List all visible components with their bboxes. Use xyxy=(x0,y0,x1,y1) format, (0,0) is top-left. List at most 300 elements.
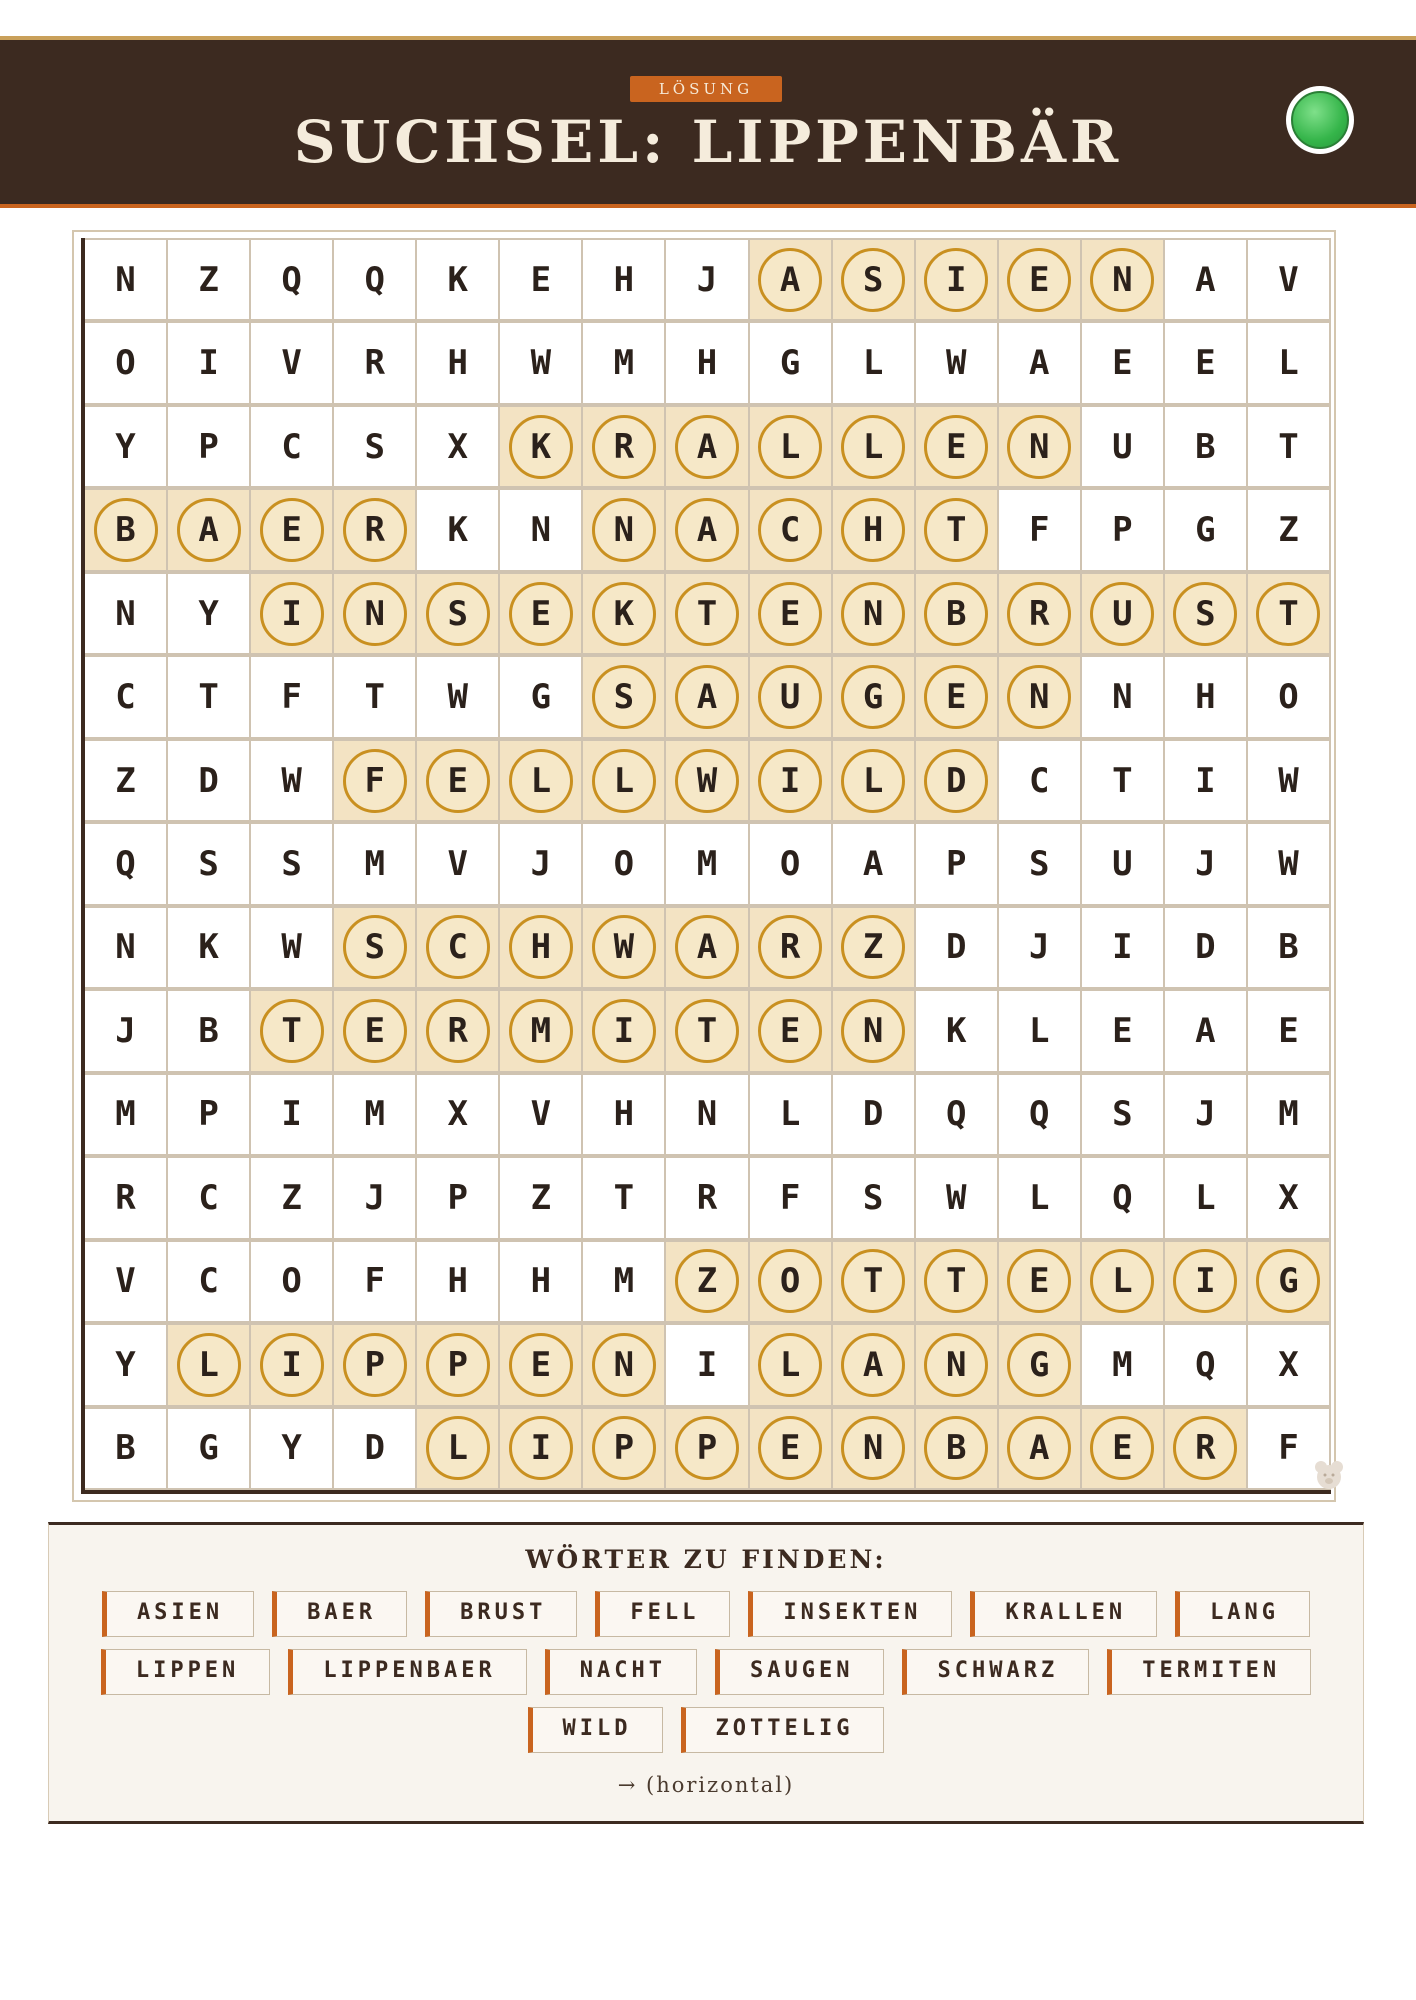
grid-cell[interactable] xyxy=(666,989,749,1072)
grid-letter: R xyxy=(364,343,385,384)
grid-cell[interactable] xyxy=(999,1240,1082,1323)
grid-letter: P xyxy=(1112,510,1133,551)
word-list xyxy=(49,1591,1363,1765)
grid-cell[interactable] xyxy=(750,822,833,905)
grid-cell[interactable] xyxy=(833,488,916,571)
grid-cell[interactable] xyxy=(583,1407,666,1490)
grid-cell[interactable] xyxy=(500,989,583,1072)
grid-cell[interactable] xyxy=(85,1156,168,1239)
grid-cell[interactable] xyxy=(417,1156,500,1239)
grid-cell[interactable] xyxy=(1082,405,1165,488)
grid-cell[interactable] xyxy=(85,906,168,989)
grid-cell[interactable] xyxy=(833,1407,916,1490)
grid-cell[interactable] xyxy=(833,572,916,655)
grid-cell[interactable] xyxy=(85,405,168,488)
grid-cell[interactable] xyxy=(251,321,334,404)
grid-cell[interactable] xyxy=(85,822,168,905)
grid-cell[interactable] xyxy=(916,1407,999,1490)
grid-letter: O xyxy=(281,1261,302,1302)
grid-cell[interactable] xyxy=(1165,321,1248,404)
grid-cell[interactable] xyxy=(1165,822,1248,905)
grid-cell[interactable] xyxy=(85,739,168,822)
word-chip-insekten[interactable]: INSEKTEN xyxy=(748,1591,952,1637)
grid-letter: H xyxy=(530,927,552,968)
word-chip-lippenbaer[interactable]: LIPPENBAER xyxy=(288,1649,526,1695)
grid-cell[interactable] xyxy=(916,739,999,822)
grid-cell[interactable] xyxy=(500,405,583,488)
grid-cell[interactable] xyxy=(833,1240,916,1323)
grid-letter: I xyxy=(1195,760,1216,801)
grid-cell[interactable] xyxy=(1248,488,1331,571)
grid-cell[interactable] xyxy=(999,405,1082,488)
grid-letter: Z xyxy=(530,1177,552,1218)
grid-cell[interactable] xyxy=(85,1240,168,1323)
grid-cell[interactable] xyxy=(168,405,251,488)
grid-cell[interactable] xyxy=(833,822,916,905)
grid-cell[interactable] xyxy=(916,1240,999,1323)
grid-cell[interactable] xyxy=(833,1323,916,1406)
grid-letter: P xyxy=(613,1428,635,1469)
grid-cell[interactable] xyxy=(916,822,999,905)
grid-cell[interactable] xyxy=(500,1240,583,1323)
grid-cell[interactable] xyxy=(583,1073,666,1156)
grid-cell[interactable] xyxy=(251,906,334,989)
grid-cell[interactable] xyxy=(999,1407,1082,1490)
grid-letter: D xyxy=(198,760,219,801)
grid-letter: W xyxy=(281,927,302,968)
word-chip-nacht[interactable]: NACHT xyxy=(545,1649,697,1695)
grid-cell[interactable] xyxy=(168,739,251,822)
grid-cell[interactable] xyxy=(1248,906,1331,989)
word-chip-lang[interactable]: LANG xyxy=(1175,1591,1310,1637)
grid-cell[interactable] xyxy=(833,906,916,989)
grid-cell[interactable] xyxy=(85,1323,168,1406)
grid-cell[interactable] xyxy=(251,1323,334,1406)
grid-cell[interactable] xyxy=(916,572,999,655)
grid-cell[interactable] xyxy=(500,655,583,738)
grid-cell[interactable] xyxy=(666,1323,749,1406)
grid-cell[interactable] xyxy=(417,739,500,822)
grid-cell[interactable] xyxy=(583,1156,666,1239)
grid-letter: L xyxy=(862,343,884,384)
grid-letter: J xyxy=(1029,927,1050,968)
grid-cell[interactable] xyxy=(999,989,1082,1072)
grid-cell[interactable] xyxy=(666,822,749,905)
grid-cell[interactable] xyxy=(334,1156,417,1239)
word-list-row xyxy=(49,1707,1363,1753)
grid-cell[interactable] xyxy=(168,655,251,738)
grid-letter: N xyxy=(1112,259,1133,300)
grid-cell[interactable] xyxy=(1248,739,1331,822)
grid-cell[interactable] xyxy=(334,321,417,404)
grid-cell[interactable] xyxy=(251,572,334,655)
grid-letter: R xyxy=(779,927,801,968)
grid-letter: L xyxy=(1278,343,1299,384)
grid-letter: D xyxy=(1195,927,1216,968)
grid-letter: N xyxy=(862,593,884,634)
grid-letter: I xyxy=(1112,927,1133,968)
grid-cell[interactable] xyxy=(916,1073,999,1156)
grid-cell[interactable] xyxy=(168,1073,251,1156)
grid-cell[interactable] xyxy=(833,321,916,404)
grid-letter: D xyxy=(945,927,967,968)
grid-cell[interactable] xyxy=(1082,1407,1165,1490)
grid-cell[interactable] xyxy=(85,655,168,738)
grid-cell[interactable] xyxy=(417,1407,500,1490)
grid-cell[interactable] xyxy=(251,1156,334,1239)
grid-cell[interactable] xyxy=(999,488,1082,571)
word-list-row xyxy=(49,1649,1363,1695)
grid-cell[interactable] xyxy=(85,488,168,571)
grid-letter: T xyxy=(945,510,967,551)
grid-cell[interactable] xyxy=(168,906,251,989)
grid-cell[interactable] xyxy=(85,238,168,321)
grid-cell[interactable] xyxy=(500,906,583,989)
grid-cell[interactable] xyxy=(583,238,666,321)
grid-cell[interactable] xyxy=(833,655,916,738)
grid-cell[interactable] xyxy=(334,1073,417,1156)
grid-cell[interactable] xyxy=(1165,1407,1248,1490)
word-chip-baer[interactable]: BAER xyxy=(272,1591,407,1637)
grid-cell[interactable] xyxy=(916,989,999,1072)
grid-cell[interactable] xyxy=(1248,238,1331,321)
grid-letter: H xyxy=(613,1094,635,1135)
grid-cell[interactable] xyxy=(251,488,334,571)
grid-cell[interactable] xyxy=(417,321,500,404)
grid-cell[interactable] xyxy=(417,989,500,1072)
word-chip-brust[interactable]: BRUST xyxy=(425,1591,577,1637)
grid-letter: T xyxy=(364,677,385,718)
grid-cell[interactable] xyxy=(666,655,749,738)
grid-letter: H xyxy=(530,1261,552,1302)
grid-letter: S xyxy=(1112,1094,1133,1135)
grid-cell[interactable] xyxy=(251,822,334,905)
grid-letter: V xyxy=(530,1094,552,1135)
grid-letter: N xyxy=(1029,677,1050,718)
grid-cell[interactable] xyxy=(750,238,833,321)
grid-cell[interactable] xyxy=(750,989,833,1072)
grid-cell[interactable] xyxy=(85,1407,168,1490)
grid-cell[interactable] xyxy=(251,739,334,822)
grid-cell[interactable] xyxy=(251,1073,334,1156)
grid-letter: U xyxy=(1112,426,1133,467)
grid-letter: P xyxy=(447,1177,469,1218)
grid-cell[interactable] xyxy=(334,1407,417,1490)
grid-letter: O xyxy=(115,343,136,384)
grid-letter: N xyxy=(115,593,136,634)
grid-cell[interactable] xyxy=(417,822,500,905)
grid-cell[interactable] xyxy=(168,989,251,1072)
grid-cell[interactable] xyxy=(750,1156,833,1239)
grid-letter: M xyxy=(696,843,718,884)
grid-cell[interactable] xyxy=(666,321,749,404)
grid-cell[interactable] xyxy=(334,572,417,655)
grid-cell[interactable] xyxy=(666,739,749,822)
grid-cell[interactable] xyxy=(417,488,500,571)
grid-cell[interactable] xyxy=(168,822,251,905)
grid-cell[interactable] xyxy=(334,1323,417,1406)
grid-cell[interactable] xyxy=(999,572,1082,655)
word-chip-fell[interactable]: FELL xyxy=(595,1591,730,1637)
grid-cell[interactable] xyxy=(1248,1073,1331,1156)
grid-cell[interactable] xyxy=(1165,1323,1248,1406)
grid-cell[interactable] xyxy=(1248,1156,1331,1239)
grid-cell[interactable] xyxy=(1165,405,1248,488)
grid-cell[interactable] xyxy=(334,906,417,989)
word-chip-termiten[interactable]: TERMITEN xyxy=(1107,1649,1311,1695)
grid-cell[interactable] xyxy=(500,488,583,571)
grid-cell[interactable] xyxy=(750,739,833,822)
grid-cell[interactable] xyxy=(168,1156,251,1239)
grid-letter: M xyxy=(1112,1344,1133,1385)
grid-cell[interactable] xyxy=(1082,1323,1165,1406)
grid-cell[interactable] xyxy=(916,906,999,989)
grid-cell[interactable] xyxy=(168,321,251,404)
grid-letter: C xyxy=(198,1177,219,1218)
grid-letter: A xyxy=(779,259,801,300)
word-chip-schwarz[interactable]: SCHWARZ xyxy=(902,1649,1089,1695)
grid-cell[interactable] xyxy=(666,1073,749,1156)
grid-cell[interactable] xyxy=(750,405,833,488)
grid-cell[interactable] xyxy=(666,1240,749,1323)
grid-cell[interactable] xyxy=(583,1323,666,1406)
word-chip-zottelig[interactable]: ZOTTELIG xyxy=(681,1707,885,1753)
grid-cell[interactable] xyxy=(1082,655,1165,738)
grid-cell[interactable] xyxy=(1082,1240,1165,1323)
grid-letter: G xyxy=(198,1428,219,1469)
grid-cell[interactable] xyxy=(750,1323,833,1406)
grid-cell[interactable] xyxy=(750,1240,833,1323)
word-chip-krallen[interactable]: KRALLEN xyxy=(970,1591,1157,1637)
grid-cell[interactable] xyxy=(168,572,251,655)
grid-cell[interactable] xyxy=(500,1156,583,1239)
grid-cell[interactable] xyxy=(334,1240,417,1323)
grid-cell[interactable] xyxy=(417,238,500,321)
grid-cell[interactable] xyxy=(999,822,1082,905)
grid-letter: U xyxy=(779,677,801,718)
grid-cell[interactable] xyxy=(1165,1156,1248,1239)
grid-cell[interactable] xyxy=(1082,488,1165,571)
grid-cell[interactable] xyxy=(666,405,749,488)
grid-cell[interactable] xyxy=(417,1240,500,1323)
grid-cell[interactable] xyxy=(251,1407,334,1490)
grid-cell[interactable] xyxy=(1248,989,1331,1072)
grid-cell[interactable] xyxy=(999,1323,1082,1406)
grid-cell[interactable] xyxy=(833,1156,916,1239)
grid-cell[interactable] xyxy=(168,488,251,571)
grid-cell[interactable] xyxy=(999,655,1082,738)
grid-letter: C xyxy=(447,927,469,968)
solution-badge: LÖSUNG xyxy=(630,76,782,102)
grid-cell[interactable] xyxy=(583,321,666,404)
grid-cell[interactable] xyxy=(999,321,1082,404)
grid-cell[interactable] xyxy=(750,906,833,989)
grid-cell[interactable] xyxy=(251,655,334,738)
grid-cell[interactable] xyxy=(750,1073,833,1156)
grid-cell[interactable] xyxy=(833,1073,916,1156)
grid-cell[interactable] xyxy=(833,405,916,488)
grid-cell[interactable] xyxy=(334,238,417,321)
grid-cell[interactable] xyxy=(833,238,916,321)
grid-cell[interactable] xyxy=(85,321,168,404)
grid-cell[interactable] xyxy=(583,572,666,655)
grid-cell[interactable] xyxy=(1082,906,1165,989)
grid-cell[interactable] xyxy=(334,989,417,1072)
grid-cell[interactable] xyxy=(500,572,583,655)
grid-cell[interactable] xyxy=(583,1240,666,1323)
grid-letter: N xyxy=(945,1344,967,1385)
grid-letter: I xyxy=(198,343,219,384)
grid-letter: G xyxy=(1195,510,1216,551)
grid-cell[interactable] xyxy=(417,405,500,488)
grid-cell[interactable] xyxy=(666,488,749,571)
grid-cell[interactable] xyxy=(583,655,666,738)
grid-cell[interactable] xyxy=(750,488,833,571)
grid-cell[interactable] xyxy=(168,1240,251,1323)
grid-cell[interactable] xyxy=(583,488,666,571)
grid-letter: S xyxy=(1029,843,1050,884)
grid-cell[interactable] xyxy=(1165,906,1248,989)
grid-letter: W xyxy=(945,343,967,384)
grid-cell[interactable] xyxy=(1082,1156,1165,1239)
grid-cell[interactable] xyxy=(1165,572,1248,655)
grid-letter: E xyxy=(1029,259,1050,300)
grid-letter: Z xyxy=(862,927,884,968)
grid-cell[interactable] xyxy=(1248,655,1331,738)
grid-cell[interactable] xyxy=(334,405,417,488)
grid-cell[interactable] xyxy=(916,238,999,321)
grid-cell[interactable] xyxy=(666,1156,749,1239)
grid-cell[interactable] xyxy=(1165,238,1248,321)
grid-cell[interactable] xyxy=(417,906,500,989)
grid-cell[interactable] xyxy=(833,739,916,822)
grid-cell[interactable] xyxy=(500,238,583,321)
grid-cell[interactable] xyxy=(1082,822,1165,905)
grid-cell[interactable] xyxy=(1082,238,1165,321)
grid-cell[interactable] xyxy=(85,1073,168,1156)
grid-cell[interactable] xyxy=(1248,321,1331,404)
grid-cell[interactable] xyxy=(916,655,999,738)
grid-cell[interactable] xyxy=(1082,321,1165,404)
grid-cell[interactable] xyxy=(583,989,666,1072)
grid-cell[interactable] xyxy=(1248,405,1331,488)
grid-cell[interactable] xyxy=(1165,655,1248,738)
grid-cell[interactable] xyxy=(251,989,334,1072)
grid-cell[interactable] xyxy=(1165,488,1248,571)
grid-letter: U xyxy=(1112,593,1133,634)
grid-cell[interactable] xyxy=(750,572,833,655)
grid-cell[interactable] xyxy=(1082,739,1165,822)
grid-cell[interactable] xyxy=(1248,572,1331,655)
grid-cell[interactable] xyxy=(334,739,417,822)
grid-cell[interactable] xyxy=(666,572,749,655)
grid-cell[interactable] xyxy=(417,1073,500,1156)
grid-cell[interactable] xyxy=(1248,1240,1331,1323)
grid-cell[interactable] xyxy=(833,989,916,1072)
grid-cell[interactable] xyxy=(583,405,666,488)
grid-cell[interactable] xyxy=(1082,989,1165,1072)
grid-letter: G xyxy=(1029,1344,1050,1385)
grid-letter: N xyxy=(613,1344,635,1385)
grid-letter: K xyxy=(198,927,219,968)
grid-cell[interactable] xyxy=(500,321,583,404)
word-chip-lippen[interactable]: LIPPEN xyxy=(101,1649,270,1695)
grid-cell[interactable] xyxy=(1165,989,1248,1072)
grid-letter: N xyxy=(696,1094,718,1135)
grid-cell[interactable] xyxy=(666,906,749,989)
grid-cell[interactable] xyxy=(85,989,168,1072)
grid-cell[interactable] xyxy=(916,321,999,404)
grid-letter: J xyxy=(1195,843,1216,884)
grid-cell[interactable] xyxy=(999,906,1082,989)
grid-cell[interactable] xyxy=(750,321,833,404)
grid-letter: I xyxy=(779,760,801,801)
grid-cell[interactable] xyxy=(583,739,666,822)
grid-cell[interactable] xyxy=(999,1156,1082,1239)
grid-cell[interactable] xyxy=(334,655,417,738)
grid-cell[interactable] xyxy=(999,238,1082,321)
grid-cell[interactable] xyxy=(1082,1073,1165,1156)
grid-cell[interactable] xyxy=(251,238,334,321)
grid-cell[interactable] xyxy=(500,1073,583,1156)
word-chip-saugen[interactable]: SAUGEN xyxy=(715,1649,884,1695)
grid-cell[interactable] xyxy=(500,822,583,905)
word-chip-asien[interactable]: ASIEN xyxy=(102,1591,254,1637)
grid-cell[interactable] xyxy=(583,822,666,905)
grid-cell[interactable] xyxy=(1165,1240,1248,1323)
grid-cell[interactable] xyxy=(334,488,417,571)
grid-cell[interactable] xyxy=(417,655,500,738)
grid-cell[interactable] xyxy=(750,1407,833,1490)
grid-cell[interactable] xyxy=(251,1240,334,1323)
grid-cell[interactable] xyxy=(500,1323,583,1406)
grid-letter: H xyxy=(447,1261,469,1302)
grid-cell[interactable] xyxy=(500,1407,583,1490)
grid-letter: P xyxy=(198,1094,219,1135)
grid-cell[interactable] xyxy=(334,822,417,905)
grid-cell[interactable] xyxy=(1248,1323,1331,1406)
grid-cell[interactable] xyxy=(916,405,999,488)
grid-cell[interactable] xyxy=(750,655,833,738)
grid-cell[interactable] xyxy=(1165,739,1248,822)
grid-letter: E xyxy=(281,510,302,551)
grid-cell[interactable] xyxy=(666,1407,749,1490)
grid-cell[interactable] xyxy=(251,405,334,488)
word-chip-wild[interactable]: WILD xyxy=(528,1707,663,1753)
grid-cell[interactable] xyxy=(417,572,500,655)
grid-cell[interactable] xyxy=(168,1323,251,1406)
grid-cell[interactable] xyxy=(500,739,583,822)
grid-letter: O xyxy=(779,1261,801,1302)
grid-cell[interactable] xyxy=(1082,572,1165,655)
grid-cell[interactable] xyxy=(666,238,749,321)
grid-cell[interactable] xyxy=(999,1073,1082,1156)
grid-letter: S xyxy=(613,677,635,718)
grid-cell[interactable] xyxy=(916,1323,999,1406)
grid-cell[interactable] xyxy=(85,572,168,655)
grid-letter: T xyxy=(1112,760,1133,801)
grid-letter: I xyxy=(530,1428,552,1469)
grid-cell[interactable] xyxy=(999,739,1082,822)
grid-cell[interactable] xyxy=(168,238,251,321)
grid-cell[interactable] xyxy=(916,1156,999,1239)
grid-cell[interactable] xyxy=(1248,822,1331,905)
grid-cell[interactable] xyxy=(916,488,999,571)
grid-cell[interactable] xyxy=(1165,1073,1248,1156)
grid-cell[interactable] xyxy=(168,1407,251,1490)
grid-cell[interactable] xyxy=(583,906,666,989)
grid-cell[interactable] xyxy=(417,1323,500,1406)
